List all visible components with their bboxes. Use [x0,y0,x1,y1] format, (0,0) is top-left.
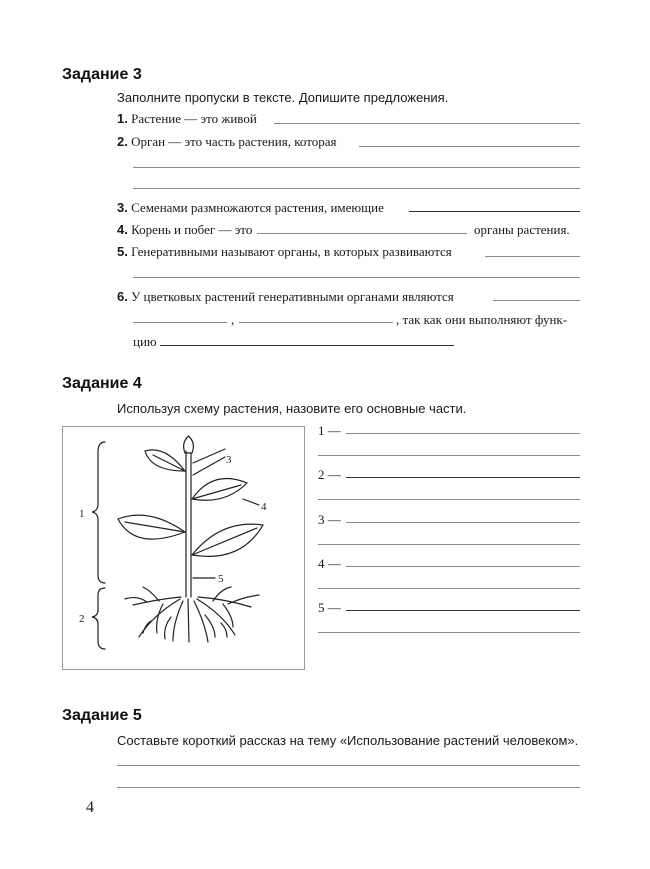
answer-line[interactable] [257,233,467,234]
task3-item-5: 5. Генеративными называют органы, в которых развиваются [117,244,452,259]
answer-line[interactable] [346,433,580,434]
answer-line[interactable] [318,544,580,545]
task3-title: Задание 3 [62,66,142,83]
answer-line[interactable] [133,188,580,189]
task3-instruction: Заполните пропуски в тексте. Допишите предложения. [117,90,449,105]
answer-line[interactable] [318,499,580,500]
answer-line[interactable] [346,477,580,478]
answer-line[interactable] [485,256,580,257]
answer-label-4: 4 — [318,556,341,571]
page-number: 4 [86,799,94,816]
answer-line[interactable] [318,632,580,633]
task3-item-6: 6. У цветковых растений генеративными органами являются [117,289,454,304]
answer-label-2: 2 — [318,467,341,482]
task4-title: Задание 4 [62,375,142,392]
plant-diagram [63,427,304,669]
answer-line[interactable] [318,588,580,589]
figure-label-2: 2 [79,613,85,625]
answer-line[interactable] [359,146,580,147]
task3-item-6-last: цию [133,334,157,349]
answer-line[interactable] [239,322,393,323]
comma: , [231,312,235,327]
answer-line[interactable] [133,322,227,323]
answer-line[interactable] [117,787,580,788]
answer-line[interactable] [318,455,580,456]
answer-line[interactable] [160,345,454,346]
figure-label-4: 4 [261,501,267,513]
answer-label-1: 1 — [318,423,341,438]
task3-item-2: 2. Орган — это часть растения, которая [117,134,337,149]
answer-line[interactable] [346,566,580,567]
answer-line[interactable] [133,277,580,278]
answer-label-5: 5 — [318,600,341,615]
plant-figure [62,426,305,670]
answer-line[interactable] [346,522,580,523]
task3-item-3: 3. Семенами размножаются растения, имеющие [117,200,384,215]
task3-item-1: 1. Растение — это живой [117,111,257,126]
answer-label-3: 3 — [318,512,341,527]
task3-item-4: 4. Корень и побег — это [117,222,253,237]
task4-instruction: Используя схему растения, назовите его основные части. [117,401,467,416]
figure-label-3: 3 [226,454,232,466]
answer-line[interactable] [117,765,580,766]
answer-line[interactable] [133,167,580,168]
answer-line[interactable] [274,123,580,124]
figure-label-1: 1 [79,508,85,520]
task3-item-4-suffix: органы растения. [474,222,570,237]
answer-line[interactable] [409,211,580,212]
task5-title: Задание 5 [62,707,142,724]
answer-line[interactable] [346,610,580,611]
figure-label-5: 5 [218,573,224,585]
answer-line[interactable] [493,300,580,301]
task5-instruction: Составьте короткий рассказ на тему «Использование растений человеком». [117,733,579,748]
task3-item-6-cont: , так как они выполняют функ- [396,312,568,327]
